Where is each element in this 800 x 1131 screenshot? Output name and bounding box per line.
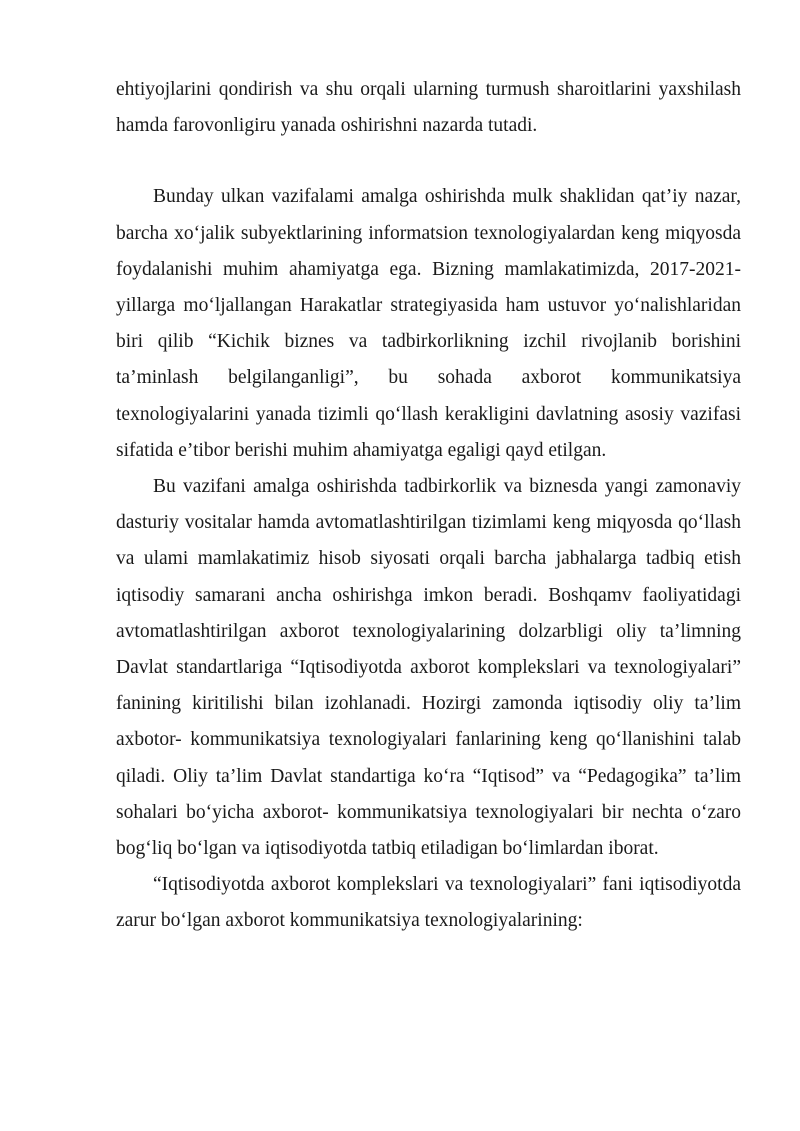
paragraph-fan-tavsifi: “Iqtisodiyotda axborot komplekslari va texnologiyalari” fani iqtisodiyotda zarur bo‘lgan axborot kommunikatsiya texnologiyalarining:: [116, 874, 741, 932]
paragraph-continuation: ehtiyojlarini qondirish va shu orqali ularning turmush sharoitlarini yaxshilash hamda farovonligiru yanada oshirishni nazarda tutadi.: [116, 79, 741, 137]
paragraph-bu-vazifani: Bu vazifani amalga oshirishda tadbirkorlik va biznesda yangi zamonaviy dasturiy vositalar hamda avtomatlashtirilgan tizimlami keng miqyosda qo‘llash va ulami mamlakatimiz hisob siyosati orqali barcha jabhalarga tadbiq etish iqtisodiy samarani ancha oshirishga imkon beradi. Boshqamv faoliyatidagi avtomatlashtirilgan axborot texnologiyalarining dolzarbligi oliy ta’limning Davlat standartlariga “Iqtisodiyotda axborot komplekslari va texnologiyalari” fanining kiritilishi bilan izohlanadi. Hozirgi zamonda iqtisodiy oliy ta’lim axbotor- kommunikatsiya texnologiyalari fanlarining keng qo‘llanishini talab qiladi. Oliy ta’lim Davlat standartiga ko‘ra “Iqtisod” va “Pedagogika” ta’lim sohalari bo‘yicha axborot- kommunikatsiya texnologiyalari bir nechta o‘zaro bog‘liq bo‘lgan va iqtisodiyotda tatbiq etiladigan bo‘limlardan iborat.: [116, 476, 741, 860]
document-page: [116, 72, 741, 940]
paragraph-ulkan-vazifalar: Bunday ulkan vazifalami amalga oshirishda mulk shaklidan qat’iy nazar, barcha xo‘jalik subyektlarining informatsion texnologiyalardan keng miqyosda foydalanishi muhim ahamiyatga ega. Bizning mamlakatimizda, 2017-2021-yillarga mo‘ljallangan Harakatlar strategiyasida ham ustuvor yo‘nalishlaridan biri qilib “Kichik biznes va tadbirkorlikning izchil rivojlanib borishini ta’minlash belgilanganligi”, bu sohada axborot kommunikatsiya texnologiyalarini yanada tizimli qo‘llash kerakligini davlatning asosiy vazifasi sifatida e’tibor berishi muhim ahamiyatga egaligi qayd etilgan.: [116, 186, 741, 461]
